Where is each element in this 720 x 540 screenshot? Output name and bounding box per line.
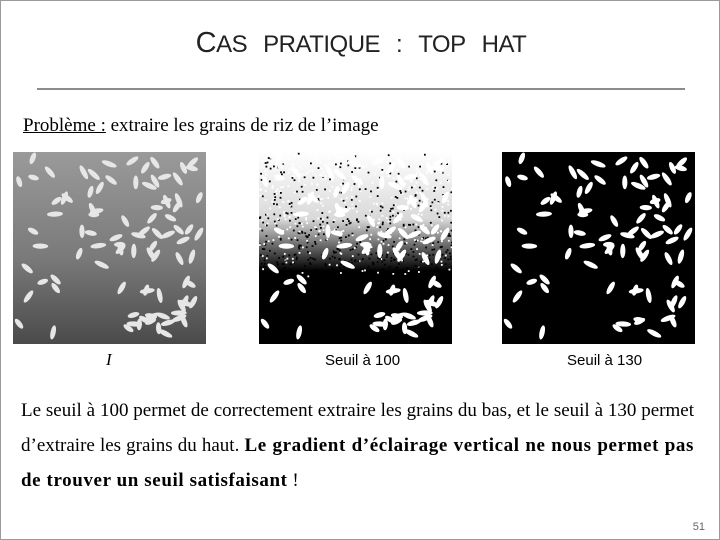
conclusion-emphasis: Le gradient d’éclairage vertical ne nous permet pas de trouver un seuil satisfaisant [21, 435, 694, 491]
rice-original-image [13, 152, 206, 344]
problem-statement [23, 115, 379, 137]
slide-title [1, 27, 720, 60]
caption-original: I [106, 350, 112, 369]
rice-threshold-100-picture [259, 152, 452, 344]
conclusion-end: ! [287, 470, 299, 491]
title-word-1: AS [216, 31, 248, 58]
problem-text: extraire les grains de riz de l’image [105, 115, 379, 136]
rice-threshold-130-picture [502, 152, 695, 344]
caption-threshold-100: Seuil à 100 [325, 352, 401, 369]
rice-threshold-130-image [502, 152, 695, 344]
title-word-4: HAT [481, 31, 527, 58]
problem-label: Problème : [23, 115, 106, 136]
caption-threshold-130: Seuil à 130 [567, 352, 643, 369]
title-colon: : [396, 31, 403, 58]
title-word-2: PRATIQUE [263, 31, 381, 58]
title-initial: C [195, 27, 217, 59]
page-number: 51 [692, 521, 705, 533]
conclusion-paragraph [21, 393, 694, 498]
conclusion-text: Le seuil à 100 permet de correctement extraire les grains du bas, et le seuil à 130 permet d’extraire les grains du haut. [21, 400, 694, 456]
title-divider [37, 88, 685, 90]
rice-grayscale-picture [13, 152, 206, 344]
rice-threshold-100-image [259, 152, 452, 344]
title-word-3: TOP [418, 31, 466, 58]
